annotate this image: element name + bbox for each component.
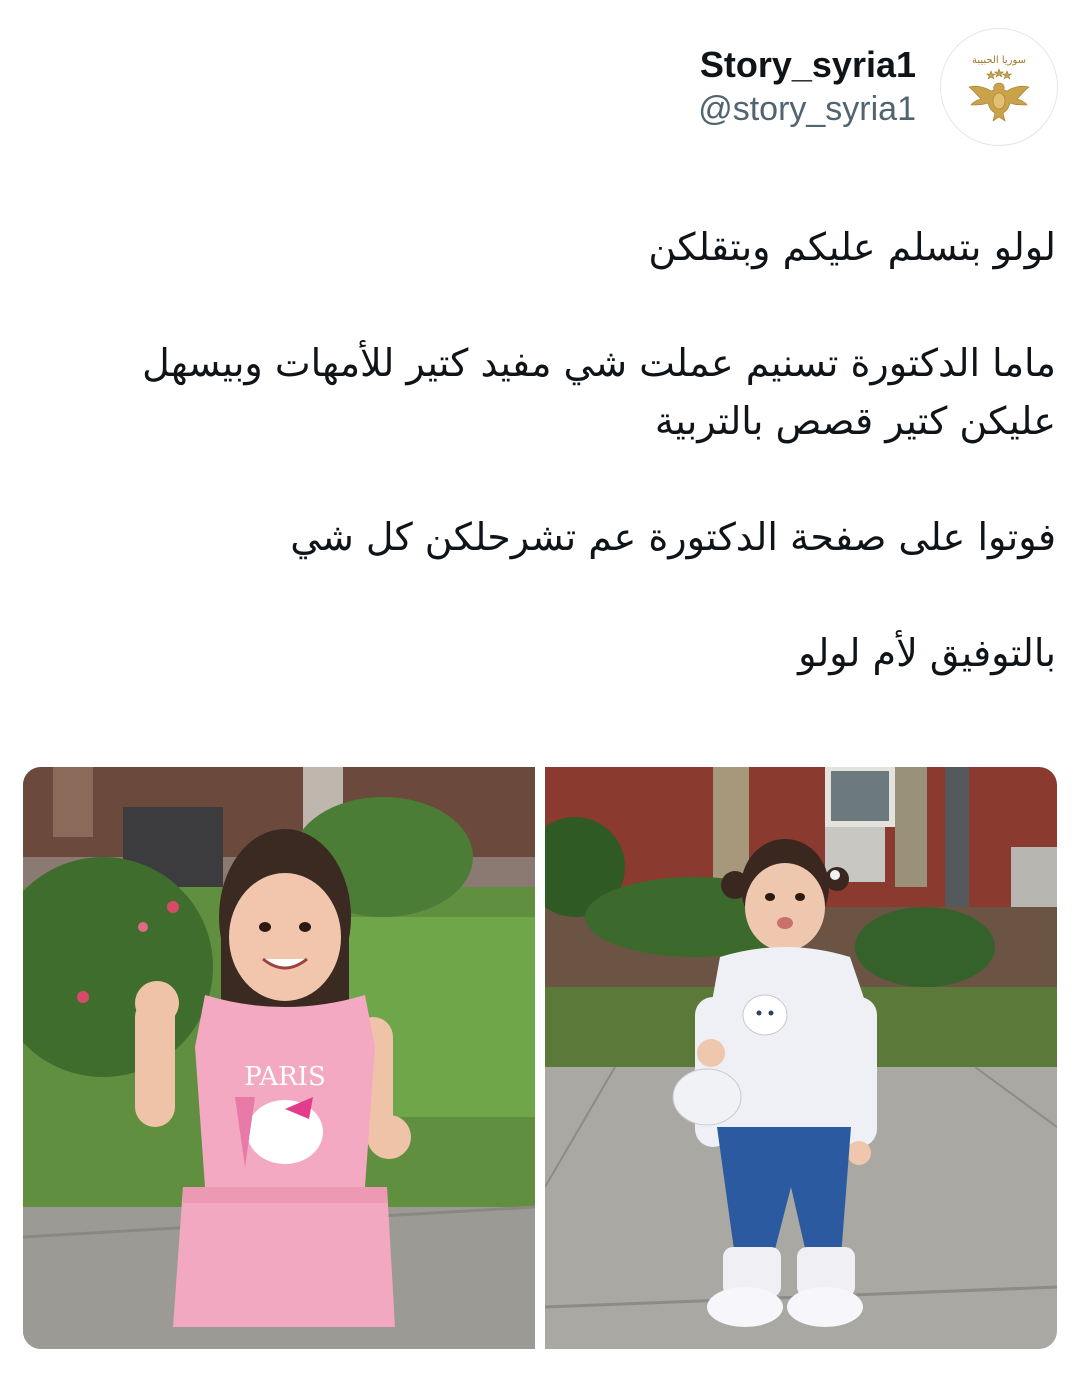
- tweet-text: [36, 218, 1056, 740]
- photo-girl-pink-outfit[interactable]: [23, 767, 535, 1349]
- author-handle[interactable]: @story_syria1: [698, 90, 916, 128]
- tweet-paragraph: بالتوفيق لأم لولو: [798, 631, 1056, 675]
- shirt-print-text: PARIS: [244, 1062, 326, 1092]
- golden-eagle-emblem-icon: [941, 29, 1057, 145]
- photo-girl-white-sweater[interactable]: [545, 767, 1057, 1349]
- tweet-paragraph: ماما الدكتورة تسنيم عملت شي مفيد كتير للأمهات وبيسهل عليكن كتير قصص بالتربية: [142, 341, 1056, 443]
- author-display-name[interactable]: Story_syria1: [699, 44, 916, 85]
- avatar-caption: سوريا الحبيبة: [971, 55, 1027, 66]
- tweet-paragraph: لولو بتسلم عليكم وبتقلكن: [648, 225, 1056, 269]
- tweet-header: [698, 28, 1058, 146]
- author-names: [698, 43, 916, 131]
- tweet-paragraph: فوتوا على صفحة الدكتورة عم تشرحلكن كل شي: [290, 515, 1056, 559]
- profile-avatar[interactable]: [940, 28, 1058, 146]
